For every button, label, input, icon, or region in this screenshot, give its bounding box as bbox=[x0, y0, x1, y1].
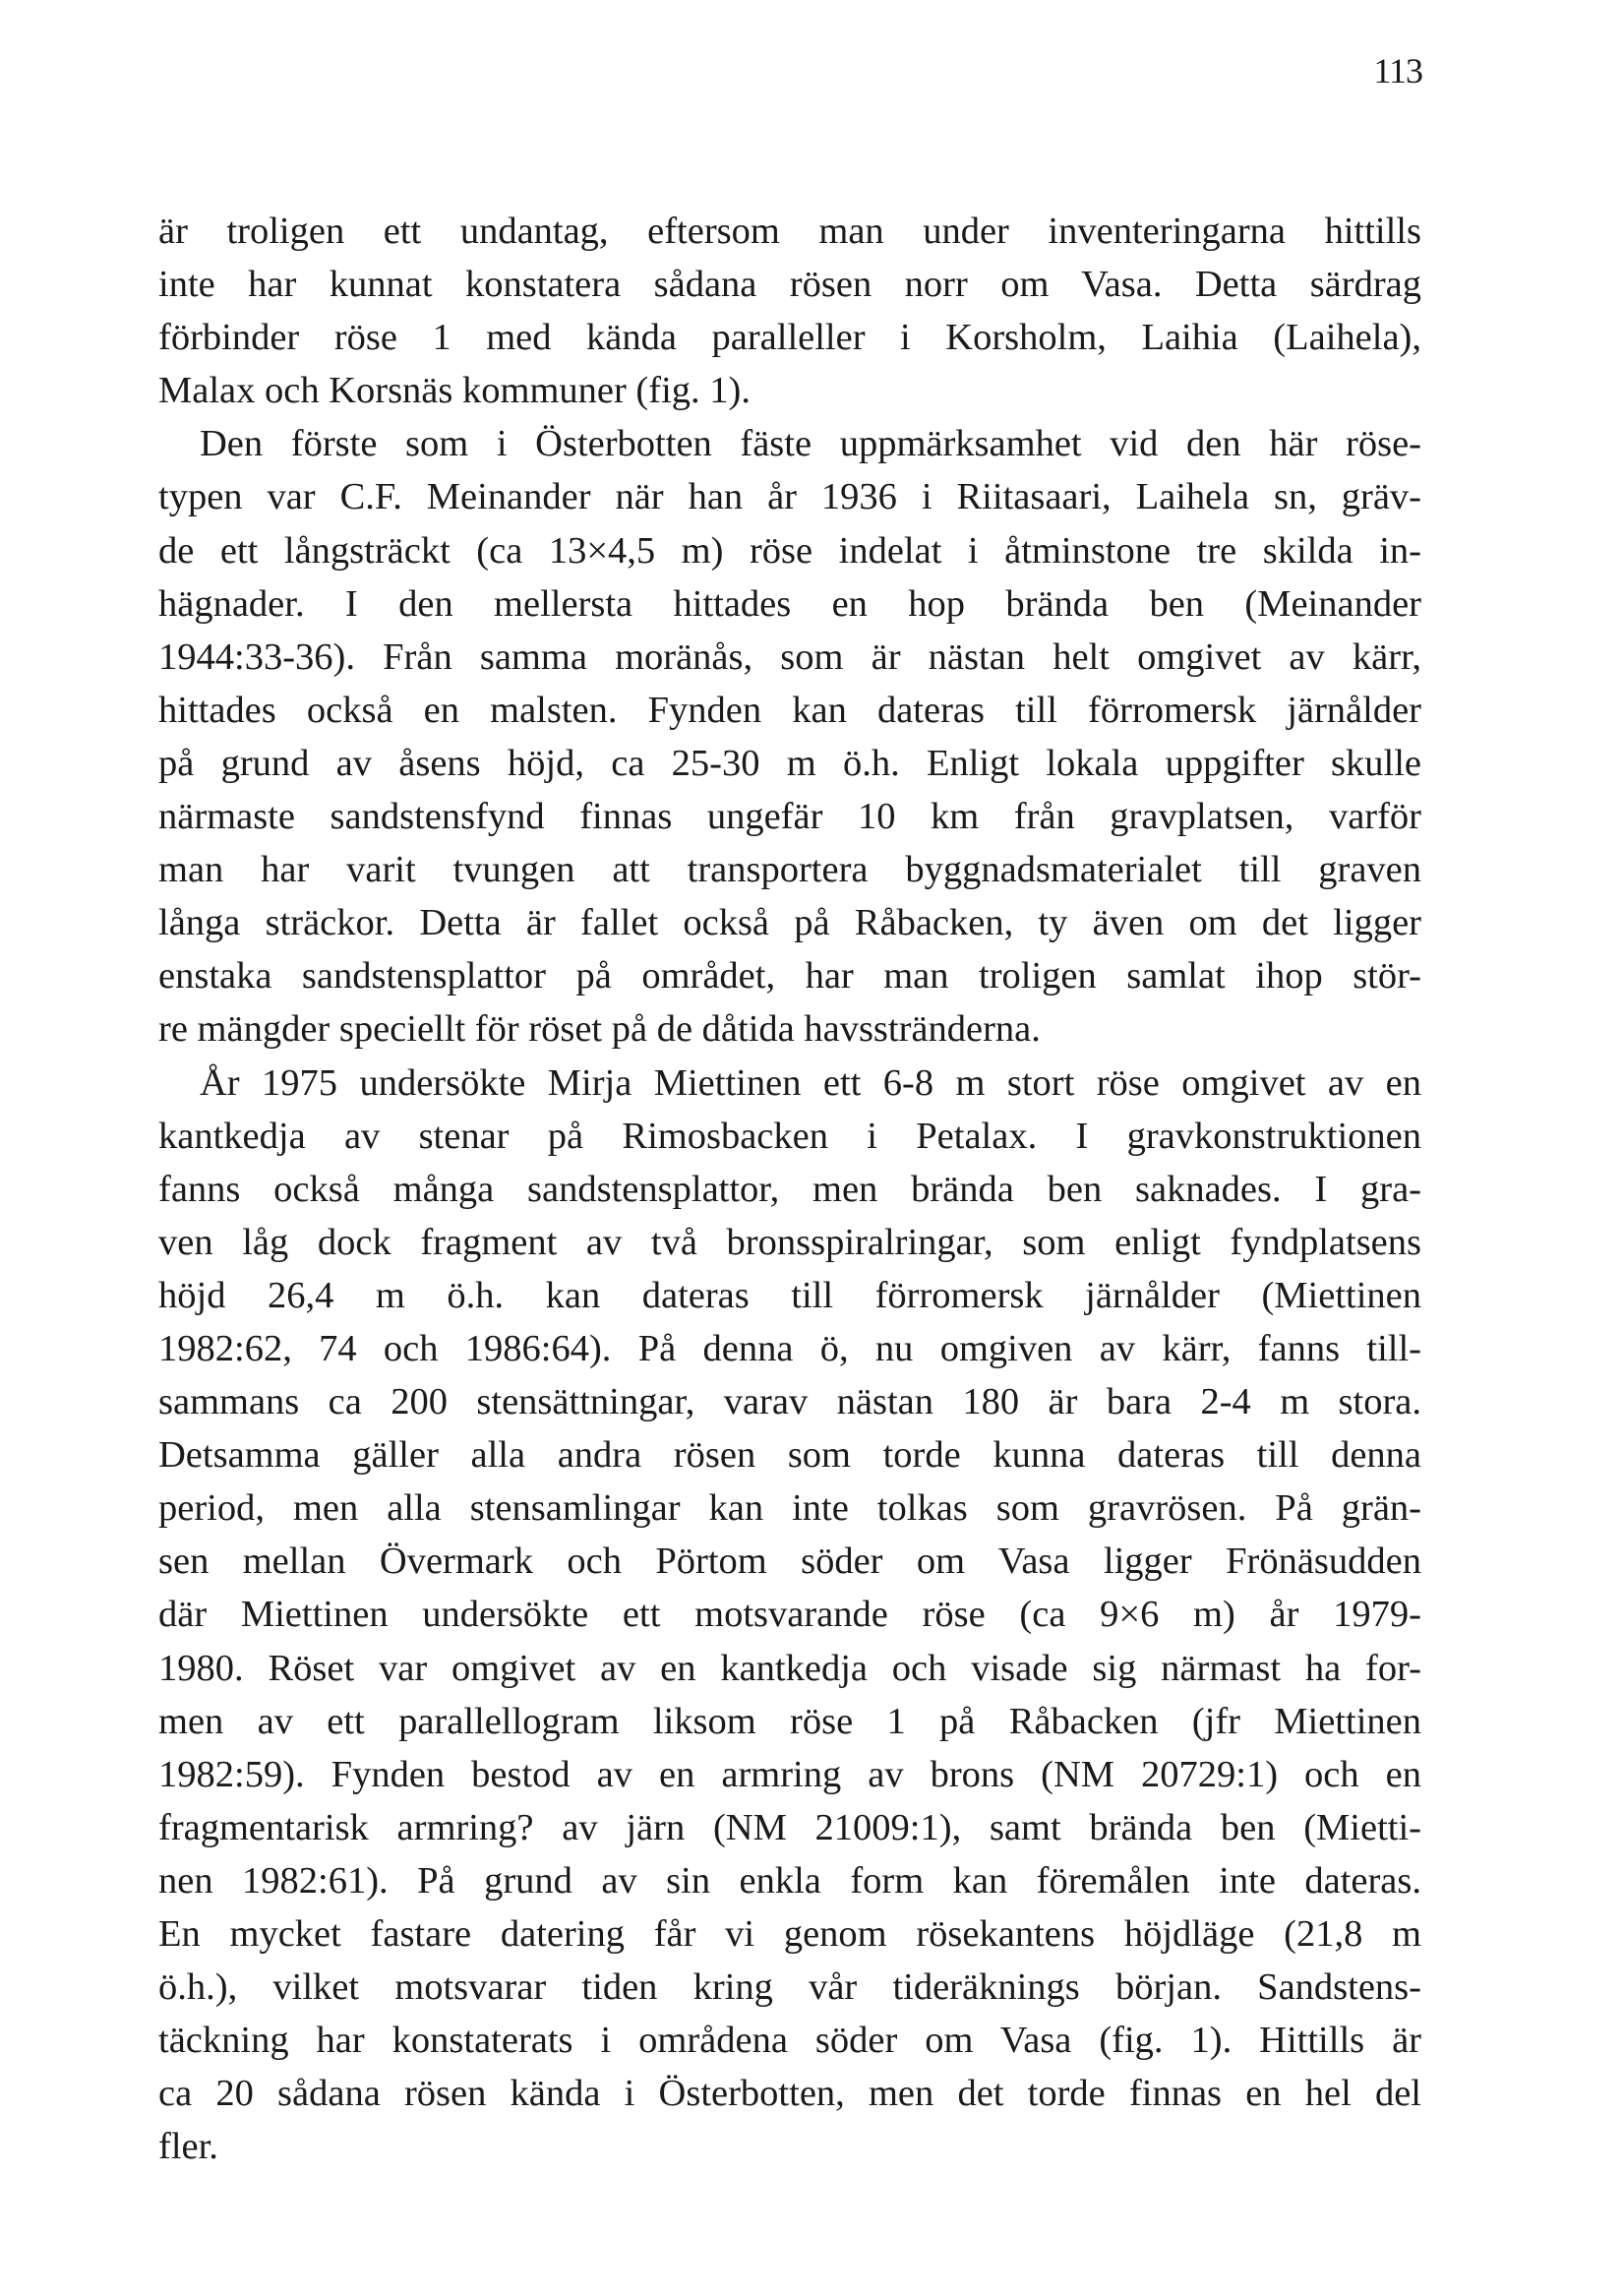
text-line: ven låg dock fragment av två bronsspiralringar, som enligt fyndplatsens bbox=[158, 1221, 1421, 1263]
text-line: 1982:59). Fynden bestod av en armring av brons (NM 20729:1) och en bbox=[158, 1753, 1421, 1795]
text-line: re mängder speciellt för röset på de dåtida havsstränderna. bbox=[158, 1008, 1041, 1051]
text-line: hittades också en malsten. Fynden kan dateras till förromersk järnålder bbox=[158, 689, 1421, 731]
text-line: nen 1982:61). På grund av sin enkla form kan föremålen inte dateras. bbox=[158, 1859, 1421, 1902]
text-line: fanns också många sandstensplattor, men brända ben saknades. I gra- bbox=[158, 1168, 1421, 1210]
text-line: sammans ca 200 stensättningar, varav nästan 180 är bara 2-4 m stora. bbox=[158, 1381, 1421, 1423]
text-line: 1980. Röset var omgivet av en kantkedja och visade sig närmast ha for- bbox=[158, 1647, 1421, 1689]
text-line: täckning har konstaterats i områdena söder om Vasa (fig. 1). Hittills är bbox=[158, 2020, 1421, 2062]
text-line: typen var C.F. Meinander när han år 1936 i Riitasaari, Laihela sn, gräv- bbox=[158, 476, 1421, 518]
text-line: långa sträckor. Detta är fallet också på Råbacken, ty även om det ligger bbox=[158, 902, 1421, 944]
text-line: fragmentarisk armring? av järn (NM 21009:1), samt brända ben (Mietti- bbox=[158, 1806, 1421, 1848]
text-line: period, men alla stensamlingar kan inte tolkas som gravrösen. På grän- bbox=[158, 1487, 1421, 1530]
body-text bbox=[158, 205, 1421, 2173]
text-line: enstaka sandstensplattor på området, har man troligen samlat ihop stör- bbox=[158, 955, 1421, 997]
text-line: ö.h.), vilket motsvarar tiden kring vår tideräknings början. Sandstens- bbox=[158, 1966, 1421, 2009]
text-line: kantkedja av stenar på Rimosbacken i Petalax. I gravkonstruktionen bbox=[158, 1115, 1421, 1157]
text-line: inte har kunnat konstatera sådana rösen norr om Vasa. Detta särdrag bbox=[158, 264, 1421, 306]
text-line: närmaste sandstensfynd finnas ungefär 10 km från gravplatsen, varför bbox=[158, 796, 1421, 838]
text-line: 1944:33-36). Från samma moränås, som är nästan helt omgivet av kärr, bbox=[158, 635, 1421, 678]
text-line: Den förste som i Österbotten fäste uppmärksamhet vid den här röse- bbox=[200, 423, 1421, 465]
text-line: man har varit tvungen att transportera byggnadsmaterialet till graven bbox=[158, 849, 1421, 891]
text-line: En mycket fastare datering får vi genom rösekantens höjdläge (21,8 m bbox=[158, 1913, 1421, 1955]
text-line: är troligen ett undantag, eftersom man under inventeringarna hittills bbox=[158, 211, 1421, 252]
text-line: men av ett parallellogram liksom röse 1 på Råbacken (jfr Miettinen bbox=[158, 1700, 1421, 1742]
text-line: fler. bbox=[158, 2126, 218, 2168]
text-line: de ett långsträckt (ca 13×4,5 m) röse indelat i åtminstone tre skilda in- bbox=[158, 529, 1421, 572]
text-line: hägnader. I den mellersta hittades en hop brända ben (Meinander bbox=[158, 582, 1421, 625]
text-line: där Miettinen undersökte ett motsvarande röse (ca 9×6 m) år 1979- bbox=[158, 1594, 1421, 1636]
text-line: förbinder röse 1 med kända paralleller i Korsholm, Laihia (Laihela), bbox=[158, 317, 1421, 359]
text-line: År 1975 undersökte Mirja Miettinen ett 6-8 m stort röse omgivet av en bbox=[200, 1061, 1421, 1104]
text-line: på grund av åsens höjd, ca 25-30 m ö.h. Enligt lokala uppgifter skulle bbox=[158, 742, 1421, 784]
text-line: Malax och Korsnäs kommuner (fig. 1). bbox=[158, 370, 751, 412]
page-number: 113 bbox=[1373, 51, 1422, 91]
text-line: ca 20 sådana rösen kända i Österbotten, men det torde finnas en hel del bbox=[158, 2073, 1421, 2115]
text-line: sen mellan Övermark och Pörtom söder om Vasa ligger Frönäsudden bbox=[158, 1541, 1421, 1583]
text-line: 1982:62, 74 och 1986:64). På denna ö, nu omgiven av kärr, fanns till- bbox=[158, 1327, 1421, 1369]
text-line: Detsamma gäller alla andra rösen som torde kunna dateras till denna bbox=[158, 1434, 1421, 1477]
text-line: höjd 26,4 m ö.h. kan dateras till förromersk järnålder (Miettinen bbox=[158, 1274, 1421, 1316]
